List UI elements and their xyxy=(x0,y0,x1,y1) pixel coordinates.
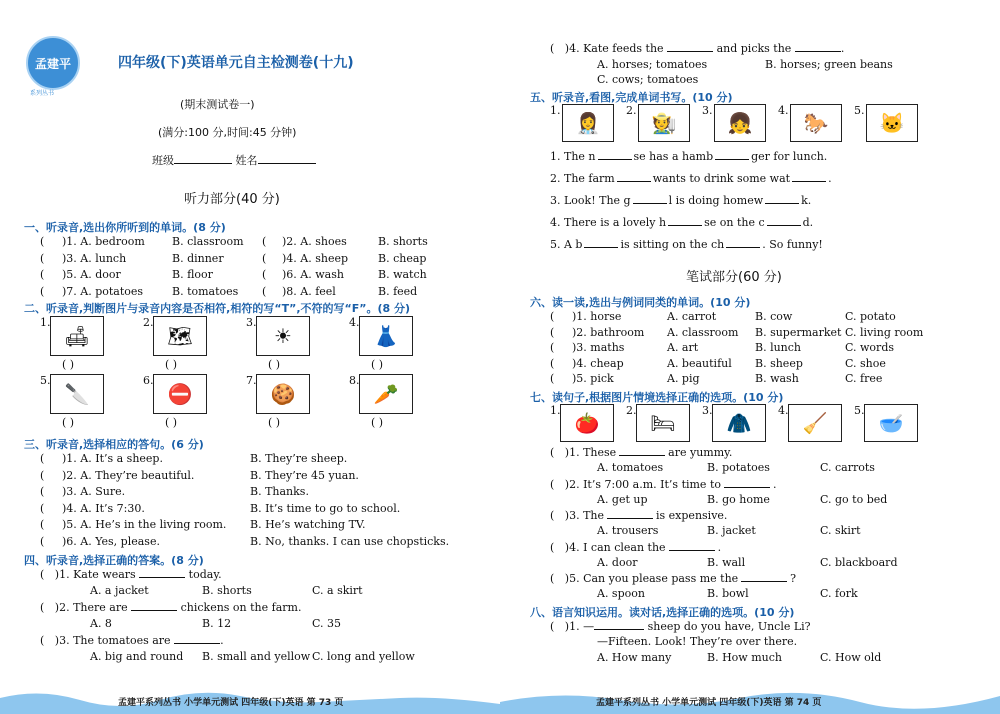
fill-in-line xyxy=(550,238,823,251)
line-text: 5. A b xyxy=(550,238,583,251)
option: B. go home xyxy=(707,492,770,506)
question-4-3: ( )3. The tomatoes are . xyxy=(40,634,224,647)
picture-number: 1. xyxy=(550,404,561,417)
question-8-1-option-c: C. How old xyxy=(820,651,882,664)
question-text: are yummy. xyxy=(668,446,733,459)
choice-cell: ( xyxy=(550,325,555,339)
choice-cell: B. classroom xyxy=(172,235,244,248)
question-text: ? xyxy=(790,572,797,585)
option: C. blackboard xyxy=(820,555,898,569)
question-4-4-option-b: B. horses; green beans xyxy=(765,58,893,71)
choice-cell: )3. A. lunch xyxy=(62,251,127,265)
picture-number: 7. xyxy=(246,374,257,387)
line-text: 4. There is a lovely h xyxy=(550,216,667,229)
answer-cell: B. It’s time to go to school. xyxy=(250,501,401,515)
picture-number: 4. xyxy=(349,316,360,329)
write-blank[interactable] xyxy=(792,181,826,182)
answer-blank[interactable] xyxy=(607,518,653,519)
question-4-3-option-a: A. big and round xyxy=(90,650,184,663)
question-text: ( xyxy=(550,540,555,554)
choice-cell: )5. pick xyxy=(572,372,614,385)
option: A. door xyxy=(597,555,638,569)
page-footer: 孟建平系列丛书 小学单元测试 四年级(下)英语 第 74 页 xyxy=(596,698,822,708)
picture-number: 3. xyxy=(246,316,257,329)
question-4-1-option-a: A. a jacket xyxy=(90,584,149,597)
choice-cell: A. beautiful xyxy=(667,356,732,370)
line-text: k. xyxy=(801,194,812,207)
picture-number: 2. xyxy=(626,404,637,417)
choice-cell: B. sheep xyxy=(755,356,803,370)
choice-cell: ( xyxy=(550,341,555,354)
choice-cell: A. pig xyxy=(667,372,700,385)
section-8-title: 八、语言知识运用。读对话,选择正确的选项。(10 分) xyxy=(530,606,795,619)
choice-cell: C. living room xyxy=(845,325,924,339)
no-photo-icon: ⛔ xyxy=(153,374,207,414)
choice-cell: ( xyxy=(262,284,267,298)
map-icon: 🗺 xyxy=(153,316,207,356)
answer-paren: ( ) xyxy=(268,358,281,371)
choice-cell: )3. maths xyxy=(572,341,625,354)
picture-number: 2. xyxy=(143,316,154,329)
farmer-icon: 🧑‍🌾 xyxy=(638,104,690,142)
option: A. trousers xyxy=(597,524,659,537)
picture-number: 4. xyxy=(778,104,789,117)
option: C. carrots xyxy=(820,461,875,474)
choice-cell: )2. bathroom xyxy=(572,325,645,339)
picture-number: 4. xyxy=(778,404,789,417)
write-blank[interactable] xyxy=(726,247,760,248)
choice-cell: B. dinner xyxy=(172,251,224,265)
option: A. spoon xyxy=(597,587,645,600)
choice-cell: ( xyxy=(262,235,267,248)
choice-cell: )7. A. potatoes xyxy=(62,284,144,298)
answer-cell: B. He’s watching TV. xyxy=(250,518,366,531)
line-text: 3. Look! The g xyxy=(550,194,631,207)
choice-cell: B. cheap xyxy=(378,251,427,265)
choice-cell: )6. A. wash xyxy=(282,268,344,281)
choice-cell: ( xyxy=(262,251,267,265)
choice-cell: C. shoe xyxy=(845,356,886,370)
choice-cell: C. words xyxy=(845,341,895,354)
choice-cell: )1. A. bedroom xyxy=(62,235,145,248)
picture-number: 2. xyxy=(626,104,637,117)
picture-number: 5. xyxy=(854,104,865,117)
choice-cell: B. lunch xyxy=(755,341,802,354)
answer-cell: ( xyxy=(40,501,45,515)
question-4-1: ( )1. Kate wears today. xyxy=(40,568,222,581)
line-text: ger for lunch. xyxy=(751,150,828,163)
choice-cell: )4. cheap xyxy=(572,356,624,370)
choice-cell: )1. horse xyxy=(572,310,622,323)
option: B. wall xyxy=(707,555,746,569)
choice-cell: A. art xyxy=(667,341,699,354)
answer-blank[interactable] xyxy=(741,581,787,582)
question-text: )3. The xyxy=(564,509,605,522)
line-text: se on the c xyxy=(704,216,765,229)
question-line xyxy=(550,478,776,491)
answer-cell: )4. A. It’s 7:30. xyxy=(62,501,145,515)
answer-paren: ( ) xyxy=(62,416,75,429)
answer-cell: ( xyxy=(40,534,45,548)
choice-cell: ( xyxy=(40,268,45,281)
question-4-1-option-c: C. a skirt xyxy=(312,584,363,597)
choice-cell: )2. A. shoes xyxy=(282,235,347,248)
bed-icon: 🛏 xyxy=(636,404,690,442)
answer-paren: ( ) xyxy=(62,358,75,371)
brand-logo: 孟建平 xyxy=(26,36,80,90)
girl-homework-icon: 👧 xyxy=(714,104,766,142)
choice-cell: A. carrot xyxy=(667,310,717,323)
cleaning-icon: 🧹 xyxy=(788,404,842,442)
choice-cell: B. cow xyxy=(755,310,793,323)
logo-subtitle: 系列丛书 xyxy=(30,90,55,97)
write-blank[interactable] xyxy=(767,225,801,226)
picture-number: 1. xyxy=(550,104,561,117)
question-4-2: ( )2. There are chickens on the farm. xyxy=(40,601,302,614)
choice-cell: B. wash xyxy=(755,372,799,385)
answer-cell: ( xyxy=(40,485,45,498)
choice-cell: B. watch xyxy=(378,268,427,281)
choice-cell: ( xyxy=(262,268,267,281)
answer-cell: )6. A. Yes, please. xyxy=(62,534,160,548)
choice-cell: A. classroom xyxy=(667,325,739,339)
question-text: )2. It’s 7:00 a.m. It’s time to xyxy=(564,477,721,491)
picture-number: 5. xyxy=(40,374,51,387)
answer-paren: ( ) xyxy=(371,416,384,429)
line-text: l is doing homew xyxy=(668,194,764,207)
write-blank[interactable] xyxy=(584,247,618,248)
choice-cell: ( xyxy=(40,251,45,265)
horse-icon: 🐎 xyxy=(790,104,842,142)
answer-cell: B. No, thanks. I can use chopsticks. xyxy=(250,534,450,548)
jacket-icon: 🧥 xyxy=(712,404,766,442)
option: C. go to bed xyxy=(820,492,888,506)
answer-cell: )1. A. It’s a sheep. xyxy=(62,452,163,465)
question-4-4: ( )4. Kate feeds the and picks the . xyxy=(550,42,845,55)
section-6-title: 六、读一读,选出与例词同类的单词。(10 分) xyxy=(530,296,751,309)
answer-cell: )3. A. Sure. xyxy=(62,485,126,498)
page-footer: 孟建平系列丛书 小学单元测试 四年级(下)英语 第 73 页 xyxy=(118,698,344,708)
choice-cell: )4. A. sheep xyxy=(282,251,349,265)
section-4-title: 四、听录音,选择正确的答案。(8 分) xyxy=(24,554,204,567)
cookies-icon: 🍪 xyxy=(256,374,310,414)
question-line xyxy=(550,541,721,554)
right-page xyxy=(500,0,1000,714)
question-text: )5. Can you please pass me the xyxy=(564,572,739,585)
tomatoes-icon: 🍅 xyxy=(560,404,614,442)
write-blank[interactable] xyxy=(715,159,749,160)
question-4-2-option-a: A. 8 xyxy=(90,617,112,630)
question-text: ( xyxy=(550,446,555,459)
answer-paren: ( ) xyxy=(371,358,384,371)
question-4-2-option-c: C. 35 xyxy=(312,617,342,630)
question-text: )4. I can clean the xyxy=(564,540,666,554)
line-text: d. xyxy=(802,216,814,229)
option: A. tomatoes xyxy=(597,461,664,474)
question-4-4-option-a: A. horses; tomatoes xyxy=(597,58,708,71)
answer-cell: ( xyxy=(40,518,45,531)
question-4-3-option-b: B. small and yellow xyxy=(202,650,311,663)
choice-cell: ( xyxy=(550,356,555,370)
listening-header: 听力部分(40 分) xyxy=(184,192,280,207)
write-blank[interactable] xyxy=(617,181,651,182)
fill-in-line xyxy=(550,150,827,163)
choice-cell: C. potato xyxy=(845,310,896,323)
question-line xyxy=(550,446,732,459)
page-title: 四年级(下)英语单元自主检测卷(十九) xyxy=(118,55,354,71)
score-time: (满分:100 分,时间:45 分钟) xyxy=(158,126,297,139)
question-line xyxy=(550,572,796,585)
question-line xyxy=(550,509,727,522)
answer-cell: B. Thanks. xyxy=(250,485,309,498)
question-4-4-option-c: C. cows; tomatoes xyxy=(597,73,699,86)
line-text: is sitting on the ch xyxy=(620,238,725,251)
choice-cell: ( xyxy=(550,310,555,323)
answer-blank[interactable] xyxy=(669,550,715,551)
choice-cell: ( xyxy=(40,235,45,248)
weather-clock-icon: ☀ xyxy=(256,316,310,356)
choice-cell: B. tomatoes xyxy=(172,284,239,298)
question-8-1-reply: —Fifteen. Look! They’re over there. xyxy=(597,635,798,648)
write-blank[interactable] xyxy=(598,159,632,160)
picture-number: 1. xyxy=(40,316,51,329)
question-8-1-option-b: B. How much xyxy=(707,651,782,664)
question-4-1-option-b: B. shorts xyxy=(202,584,252,597)
choice-cell: B. feed xyxy=(378,284,418,298)
option: B. bowl xyxy=(707,587,749,600)
picture-number: 6. xyxy=(143,374,154,387)
bowl-icon: 🥣 xyxy=(864,404,918,442)
answer-cell: ( xyxy=(40,468,45,482)
line-text: 1. The n xyxy=(550,150,596,163)
picture-number: 8. xyxy=(349,374,360,387)
choice-cell: )5. A. door xyxy=(62,268,121,281)
choice-cell: ( xyxy=(550,372,555,385)
question-4-3-option-c: C. long and yellow xyxy=(312,650,415,663)
answer-cell: B. They’re 45 yuan. xyxy=(250,468,359,482)
choice-cell: B. supermarket xyxy=(755,325,842,339)
write-blank[interactable] xyxy=(668,225,702,226)
line-text: se has a hamb xyxy=(633,150,714,163)
answer-blank[interactable] xyxy=(724,487,770,488)
question-text: ( xyxy=(550,572,555,585)
write-blank[interactable] xyxy=(633,203,667,204)
line-text: . xyxy=(828,172,832,185)
answer-cell: )2. A. They’re beautiful. xyxy=(62,468,195,482)
choice-cell: B. floor xyxy=(172,268,213,281)
writing-header: 笔试部分(60 分) xyxy=(686,270,782,285)
option: C. skirt xyxy=(820,524,861,537)
question-text: )1. These xyxy=(564,446,617,459)
section-2-title: 二、听录音,判断图片与录音内容是否相符,相符的写“T”,不符的写“F”。(8 分) xyxy=(24,302,411,315)
fill-in-line xyxy=(550,194,811,207)
vegetables-icon: 🥕 xyxy=(359,374,413,414)
answer-cell: B. They’re sheep. xyxy=(250,452,348,465)
question-text: . xyxy=(717,540,722,554)
question-text: is expensive. xyxy=(656,509,728,522)
line-text: 2. The farm xyxy=(550,172,615,185)
nurse-icon: 👩‍⚕️ xyxy=(562,104,614,142)
section-5-title: 五、听录音,看图,完成单词书写。(10 分) xyxy=(530,91,733,104)
fill-in-line xyxy=(550,172,832,185)
choice-cell: ( xyxy=(40,284,45,298)
question-4-2-option-b: B. 12 xyxy=(202,617,232,630)
write-blank[interactable] xyxy=(765,203,799,204)
answer-paren: ( ) xyxy=(268,416,281,429)
answer-cell: )5. A. He’s in the living room. xyxy=(62,518,227,531)
skirt-icon: 👗 xyxy=(359,316,413,356)
choice-cell: C. free xyxy=(845,372,883,385)
section-7-title: 七、读句子,根据图片情境选择正确的选项。(10 分) xyxy=(530,391,784,404)
answer-cell: ( xyxy=(40,452,45,465)
picture-number: 3. xyxy=(702,404,713,417)
question-8-1: ( )1. — sheep do you have, Uncle Li? xyxy=(550,620,811,633)
section-1-title: 一、听录音,选出你所听到的单词。(8 分) xyxy=(24,221,226,234)
choice-cell: )8. A. feel xyxy=(282,284,336,298)
section-3-title: 三、听录音,选择相应的答句。(6 分) xyxy=(24,438,204,451)
knife-icon: 🔪 xyxy=(50,374,104,414)
class-name-line: 班级 姓名 xyxy=(152,152,316,168)
family-room-icon: 🛋 xyxy=(50,316,104,356)
choice-cell: B. shorts xyxy=(378,235,428,248)
picture-number: 5. xyxy=(854,404,865,417)
option: C. fork xyxy=(820,587,858,600)
option: A. get up xyxy=(597,492,648,506)
subtitle: (期末测试卷一) xyxy=(180,98,255,111)
question-text: ( xyxy=(550,509,555,522)
line-text: wants to drink some wat xyxy=(652,172,791,185)
question-text: ( xyxy=(550,477,555,491)
answer-blank[interactable] xyxy=(619,455,665,456)
question-8-1-option-a: A. How many xyxy=(597,651,672,664)
picture-number: 3. xyxy=(702,104,713,117)
cat-icon: 🐱 xyxy=(866,104,918,142)
answer-paren: ( ) xyxy=(165,416,178,429)
option: B. jacket xyxy=(707,524,756,537)
option: B. potatoes xyxy=(707,461,770,474)
question-text: . xyxy=(772,477,777,491)
fill-in-line xyxy=(550,216,813,229)
line-text: . So funny! xyxy=(762,238,823,251)
answer-paren: ( ) xyxy=(165,358,178,371)
